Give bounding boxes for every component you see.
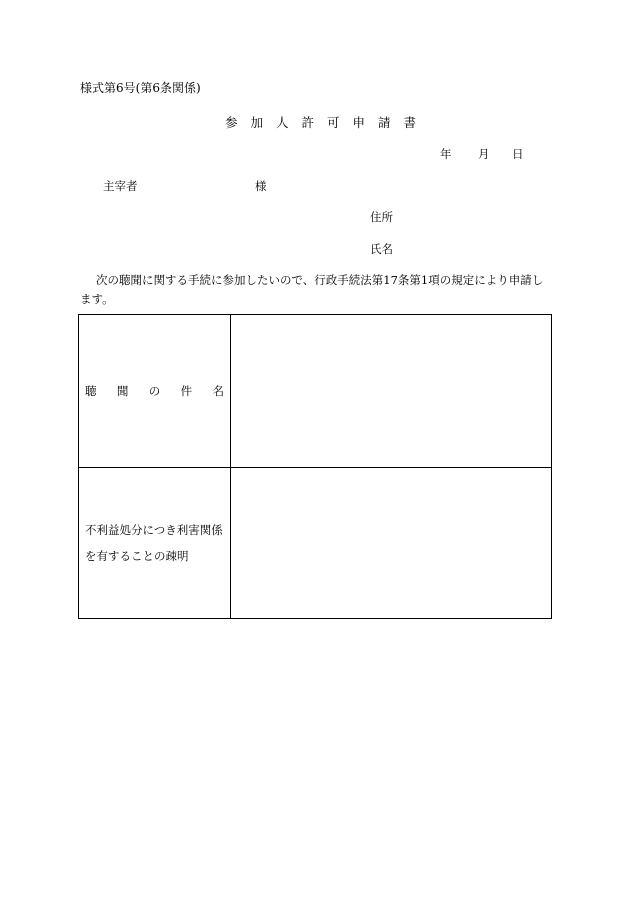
addressee-title: 主宰者: [103, 179, 138, 193]
hearing-row: [79, 315, 552, 468]
hearing-value-cell[interactable]: [231, 315, 552, 468]
date-month-label: 月: [478, 147, 490, 161]
hearing-label-char: 聴: [85, 383, 97, 398]
applicant-address-label: 住所: [370, 210, 393, 224]
document-title: 参加人許可申請書: [225, 115, 430, 130]
hearing-label-cell: [79, 315, 231, 468]
interest-label: [79, 517, 230, 569]
addressee-honorific: 様: [255, 179, 267, 193]
hearing-label-char: 聞: [116, 383, 129, 398]
interest-label-line: を有することの疎明: [85, 548, 189, 563]
interest-row: [79, 467, 552, 619]
hearing-label: [79, 383, 230, 399]
hearing-label-char: 件: [180, 383, 193, 398]
date-day-label: 日: [512, 147, 524, 161]
application-table: [78, 314, 552, 619]
application-statement: 次の聴聞に関する手続に参加したいので、行政手続法第17条第1項の規定により申請します。: [80, 273, 544, 306]
interest-label-line: 不利益処分につき利害関係: [85, 522, 223, 537]
interest-value-cell[interactable]: [231, 467, 552, 619]
form-number: 様式第6号(第6条関係): [80, 81, 201, 95]
applicant-name-label: 氏名: [370, 242, 393, 256]
interest-label-cell: [79, 467, 231, 619]
hearing-label-char: 名: [212, 383, 224, 398]
date-year-label: 年: [440, 147, 452, 161]
hearing-label-char: の: [148, 383, 161, 398]
